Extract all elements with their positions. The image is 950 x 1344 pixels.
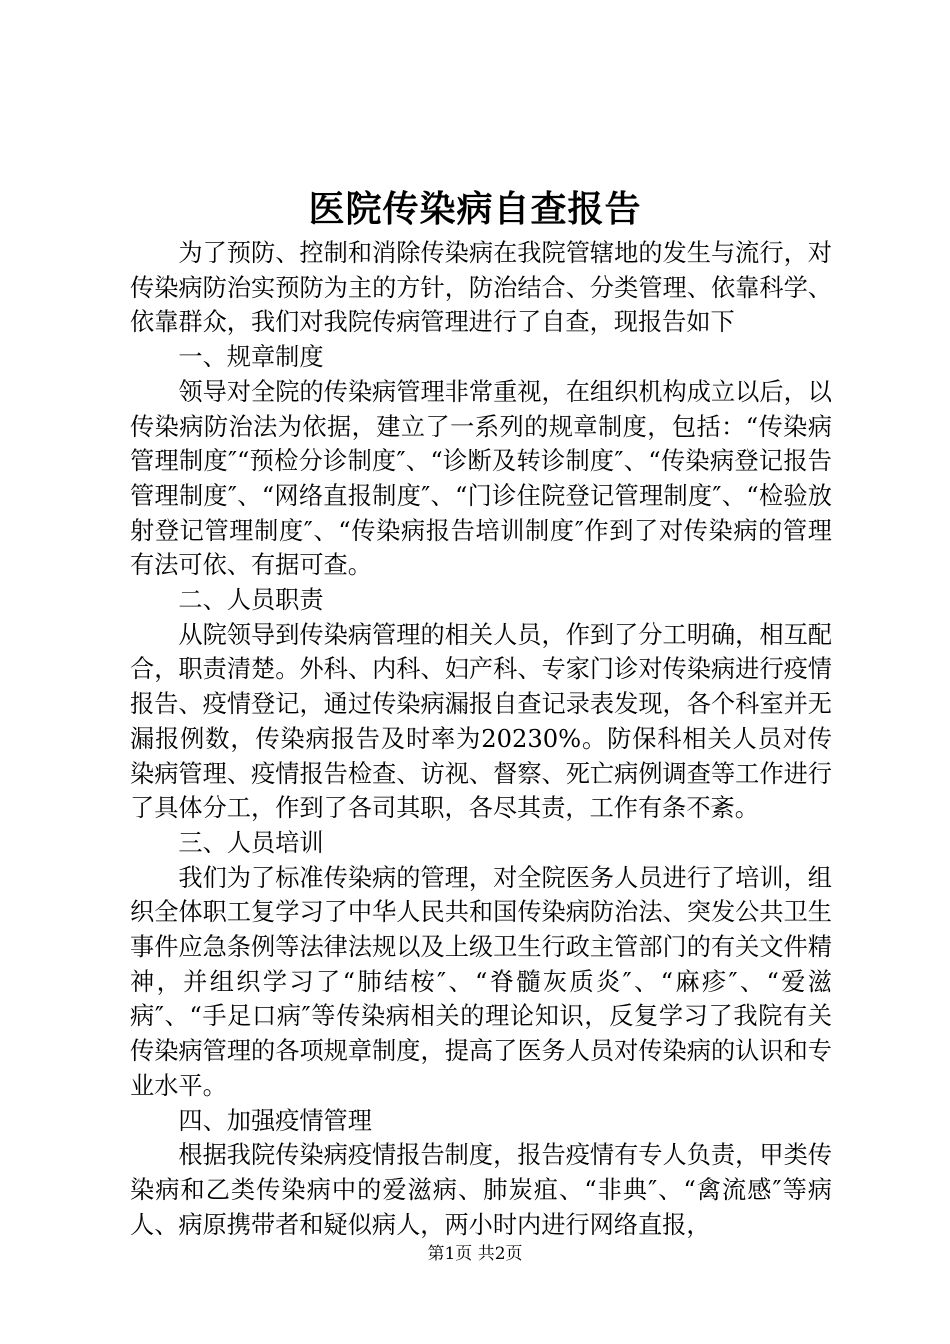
- duties-paragraph: 从院领导到传染病管理的相关人员，作到了分工明确，相互配合，职责清楚。外科、内科、妇产科、专家门诊对传染病进行疫情报告、疫情登记，通过传染病漏报自查记录表发现，各个科室并无漏报例数，传染病报告及时率为20230%。防保科相关人员对传染病管理、疫情报告检查、访视、督察、死亡病例调查等工作进行了具体分工，作到了各司其职，各尽其责，工作有条不紊。: [130, 620, 832, 823]
- section-heading-duties: 二、人员职责: [178, 586, 324, 615]
- page-footer: 第1页 共2页: [427, 1244, 523, 1264]
- intro-paragraph: 为了预防、控制和消除传染病在我院管辖地的发生与流行，对传染病防治实预防为主的方针，防治结合、分类管理、依靠科学、依靠群众，我们对我院传病管理进行了自查，现报告如下: [130, 239, 832, 337]
- section-heading-epidemic: 四、加强疫情管理: [178, 1106, 372, 1135]
- section-heading-rules: 一、规章制度: [178, 343, 324, 372]
- document-body: [130, 236, 832, 1242]
- epidemic-paragraph: 根据我院传染病疫情报告制度，报告疫情有专人负责，甲类传染病和乙类传染病中的爱滋病、肺炭疽、“非典″、“禽流感″等病人、病原携带者和疑似病人，两小时内进行网络直报，: [130, 1141, 832, 1239]
- document-title: 医院传染病自查报告: [308, 188, 642, 230]
- training-paragraph: 我们为了标准传染病的管理，对全院医务人员进行了培训，组织全体职工复学习了中华人民共和国传染病防治法、突发公共卫生事件应急条例等法律法规以及上级卫生行政主管部门的有关文件精神，并组织学习了“肺结桉″、“脊髓灰质炎″、“麻疹″、“爱滋病″、“手足口病″等传染病相关的理论知识，反复学习了我院有关传染病管理的各项规章制度，提高了医务人员对传染病的认识和专业水平。: [130, 863, 832, 1100]
- section-heading-training: 三、人员培训: [178, 828, 324, 857]
- rules-paragraph: 领导对全院的传染病管理非常重视，在组织机构成立以后，以传染病防治法为依据，建立了一系列的规章制度，包括：“传染病管理制度″“预检分诊制度″、“诊断及转诊制度″、“传染病登记报告管理制度″、“网络直报制度″、“门诊住院登记管理制度″、“检验放射登记管理制度″、“传染病报告培训制度″作到了对传染病的管理有法可依、有据可查。: [130, 377, 832, 580]
